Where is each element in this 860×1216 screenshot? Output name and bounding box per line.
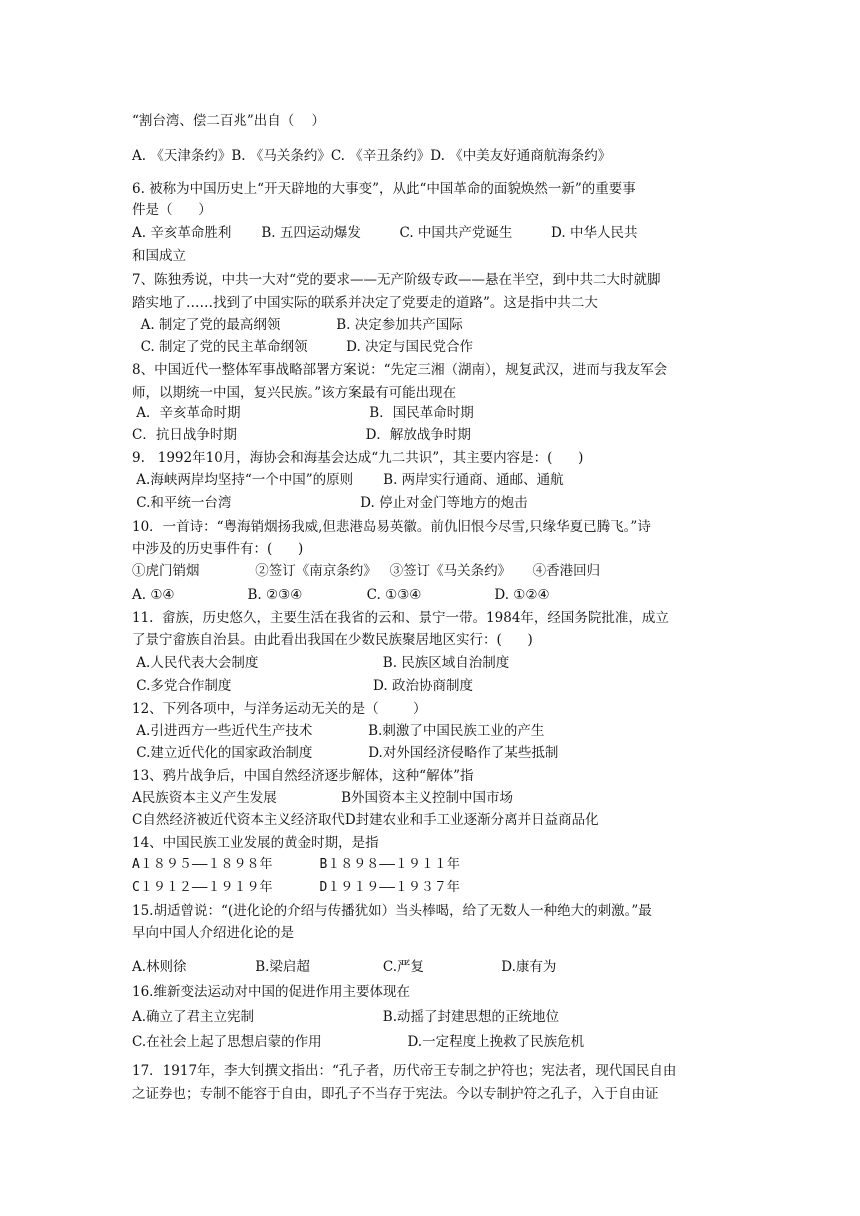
- text-line: 15.胡适曾说：“(进化论的介绍与传播犹如）当头棒喝，给了无数人一种绝大的刺激。”最: [132, 903, 652, 919]
- text-line: C１９１２——１９１９年 D１９１９——１９３７年: [132, 880, 460, 895]
- text-line: 之证券也；专制不能容于自由，即孔子不当存于宪法。今以专制护符之孔子，入于自由证: [132, 1086, 659, 1102]
- text-line: A. 制定了党的最高纲领 B. 决定参加共产国际: [132, 317, 463, 333]
- text-line: 师，以期统一中国，复兴民族。”该方案最有可能出现在: [132, 385, 457, 401]
- text-line: 和国成立: [132, 248, 186, 264]
- text-line: A.人民代表大会制度 B. 民族区域自治制度: [132, 655, 510, 671]
- text-line: C.建立近代化的国家政治制度 D.对外国经济侵略作了某些抵制: [132, 745, 559, 761]
- text-line: A. 《天津条约》B. 《马关条约》C. 《辛丑条约》D. 《中美友好通商航海条约》: [132, 148, 612, 164]
- text-line: A．辛亥革命时期 B．国民革命时期: [132, 405, 474, 421]
- text-line: C自然经济被近代资本主义经济取代D封建农业和手工业逐渐分离并日益商品化: [132, 812, 599, 828]
- text-line: C.和平统一台湾 D. 停止对金门等地方的炮击: [132, 495, 528, 511]
- text-line: 16.维新变法运动对中国的促进作用主要体现在: [132, 984, 410, 1000]
- text-line: C．抗日战争时期 D．解放战争时期: [132, 427, 471, 443]
- text-line: 11. 畲族，历史悠久，主要生活在我省的云和、景宁一带。1984年，经国务院批准，成立: [132, 610, 669, 626]
- text-line: A.引进西方一些近代生产技术 B.刺激了中国民族工业的产生: [132, 723, 545, 739]
- text-line: 6. 被称为中国历史上“开天辟地的大事变”，从此“中国革命的面貌焕然一新”的重要事: [132, 181, 636, 197]
- text-line: A１８９５——１８９８年 B１８９８——１９１１年: [132, 857, 460, 872]
- text-line: 件是（ ）: [132, 202, 212, 218]
- text-line: 中涉及的历史事件有：( ): [132, 541, 304, 557]
- text-line: C.在社会上起了思想启蒙的作用 D.一定程度上挽救了民族危机: [132, 1034, 585, 1050]
- text-line: A.海峡两岸均坚持“一个中国”的原则 B. 两岸实行通商、通邮、通航: [132, 472, 564, 488]
- text-line: 13、鸦片战争后，中国自然经济逐步解体，这种“解体”指: [132, 768, 474, 784]
- text-line: A.确立了君主立宪制 B.动摇了封建思想的正统地位: [132, 1009, 559, 1025]
- text-line: C.多党合作制度 D. 政治协商制度: [132, 678, 473, 694]
- text-line: A. 辛亥革命胜利 B. 五四运动爆发 C. 中国共产党诞生 D. 中华人民共: [132, 225, 638, 241]
- text-line: A. ①④ B. ②③④ C. ①③④ D. ①②④: [132, 587, 550, 603]
- text-line: 17．1917年，李大钊撰文指出：“孔子者，历代帝王专制之护符也；宪法者，现代国民自由: [132, 1063, 677, 1079]
- text-line: 踏实地了……找到了中国实际的联系并决定了党要走的道路”。这是指中共二大: [132, 295, 598, 311]
- text-line: 了景宁畲族自治县。由此看出我国在少数民族聚居地区实行：( ): [132, 632, 533, 648]
- text-line: 8、中国近代一整体军事战略部署方案说：“先定三湘（湖南），规复武汉，进而与我友军会: [132, 362, 668, 378]
- text-line: 12、下列各项中，与洋务运动无关的是（ ）: [132, 701, 427, 717]
- text-line: C. 制定了党的民主革命纲领 D. 决定与国民党合作: [132, 339, 474, 355]
- text-line: 10．一首诗：“粤海销烟扬我威,但悲港岛易英徽。前仇旧恨今尽雪,只缘华夏已腾飞。”诗: [132, 519, 651, 535]
- text-line: 7、陈独秀说，中共一大对“党的要求——无产阶级专政——悬在半空，到中共二大时就脚: [132, 272, 661, 288]
- text-line: 14、中国民族工业发展的黄金时期，是指: [132, 835, 379, 851]
- text-line: A.林则徐 B.梁启超 C.严复 D.康有为: [132, 959, 557, 975]
- text-line: 早向中国人介绍进化论的是: [132, 925, 294, 941]
- text-line: ①虎门销烟 ②签订《南京条约》 ③签订《马关条约》 ④香港回归: [132, 563, 601, 579]
- text-line: A民族资本主义产生发展 B外国资本主义控制中国市场: [132, 790, 514, 806]
- text-line: 9. 1992年10月，海协会和海基会达成“九二共识”，其主要内容是：( ): [132, 450, 584, 466]
- text-line: “割台湾、偿二百兆”出自（ ）: [132, 113, 325, 129]
